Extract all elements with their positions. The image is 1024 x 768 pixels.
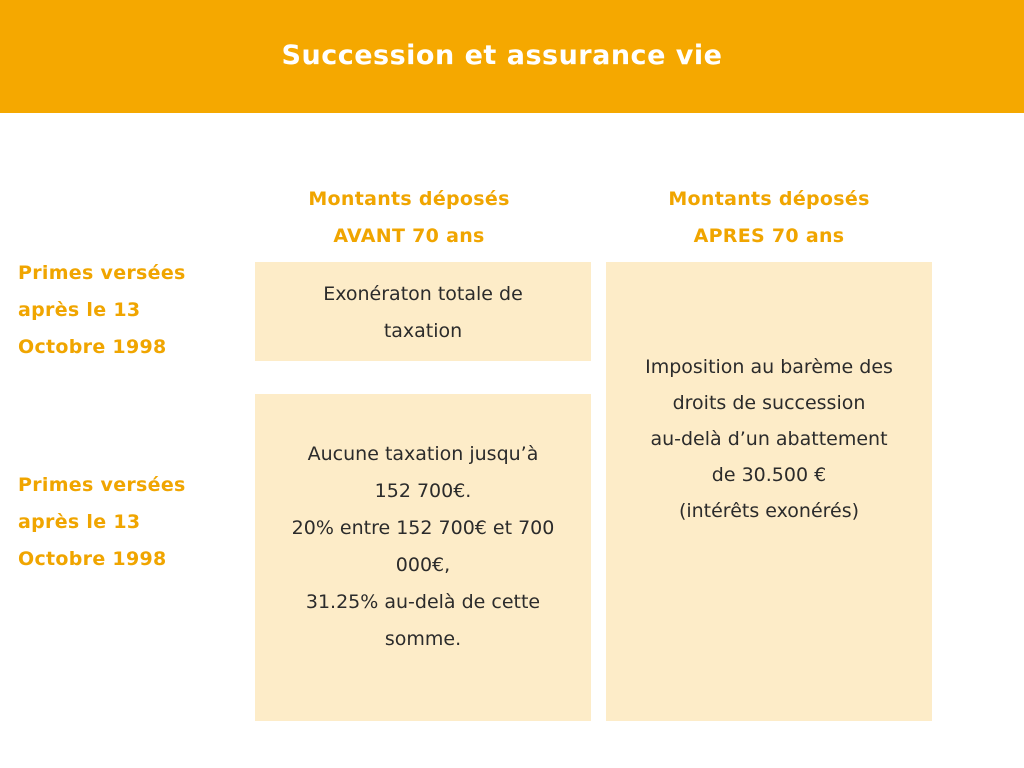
page-title: Succession et assurance vie [281, 40, 723, 71]
cell-before-70-row2 [255, 394, 591, 721]
row-label-line1: Primes versées [18, 262, 186, 284]
cell-text-line: taxation [383, 320, 463, 342]
column-header-line2: AVANT 70 ans [333, 225, 485, 247]
column-header-after-70 [606, 181, 932, 255]
cell-text-line: Imposition au barème des [645, 356, 893, 378]
row-label-1 [18, 255, 218, 366]
cell-text-line: de 30.500 € [711, 464, 827, 486]
row-label-line2: après le 13 [18, 299, 141, 321]
cell-text-line: Aucune taxation jusqu’à [307, 443, 539, 465]
cell-text-line: 20% entre 152 700€ et 700 [291, 517, 555, 539]
cell-text-line: droits de succession [672, 392, 866, 414]
cell-text-line: Exonératon totale de [323, 283, 523, 305]
cell-text-line: 31.25% au-delà de cette [305, 591, 541, 613]
row-label-line3: Octobre 1998 [18, 548, 167, 570]
column-header-line1: Montants déposés [308, 188, 510, 210]
cell-text-line: au-delà d’un abattement [650, 428, 888, 450]
column-header-line1: Montants déposés [668, 188, 870, 210]
cell-text-line: (intérêts exonérés) [678, 500, 860, 522]
cell-text-line: 152 700€. [374, 480, 472, 502]
column-header-line2: APRES 70 ans [693, 225, 845, 247]
column-header-before-70 [255, 181, 563, 255]
cell-before-70-row1 [255, 262, 591, 361]
header-bar [0, 0, 1024, 113]
cell-text-line: 000€, [395, 554, 451, 576]
cell-after-70 [606, 262, 932, 721]
row-label-line2: après le 13 [18, 511, 141, 533]
cell-text-line: somme. [384, 628, 462, 650]
row-label-2 [18, 467, 218, 578]
row-label-line3: Octobre 1998 [18, 336, 167, 358]
row-label-line1: Primes versées [18, 474, 186, 496]
